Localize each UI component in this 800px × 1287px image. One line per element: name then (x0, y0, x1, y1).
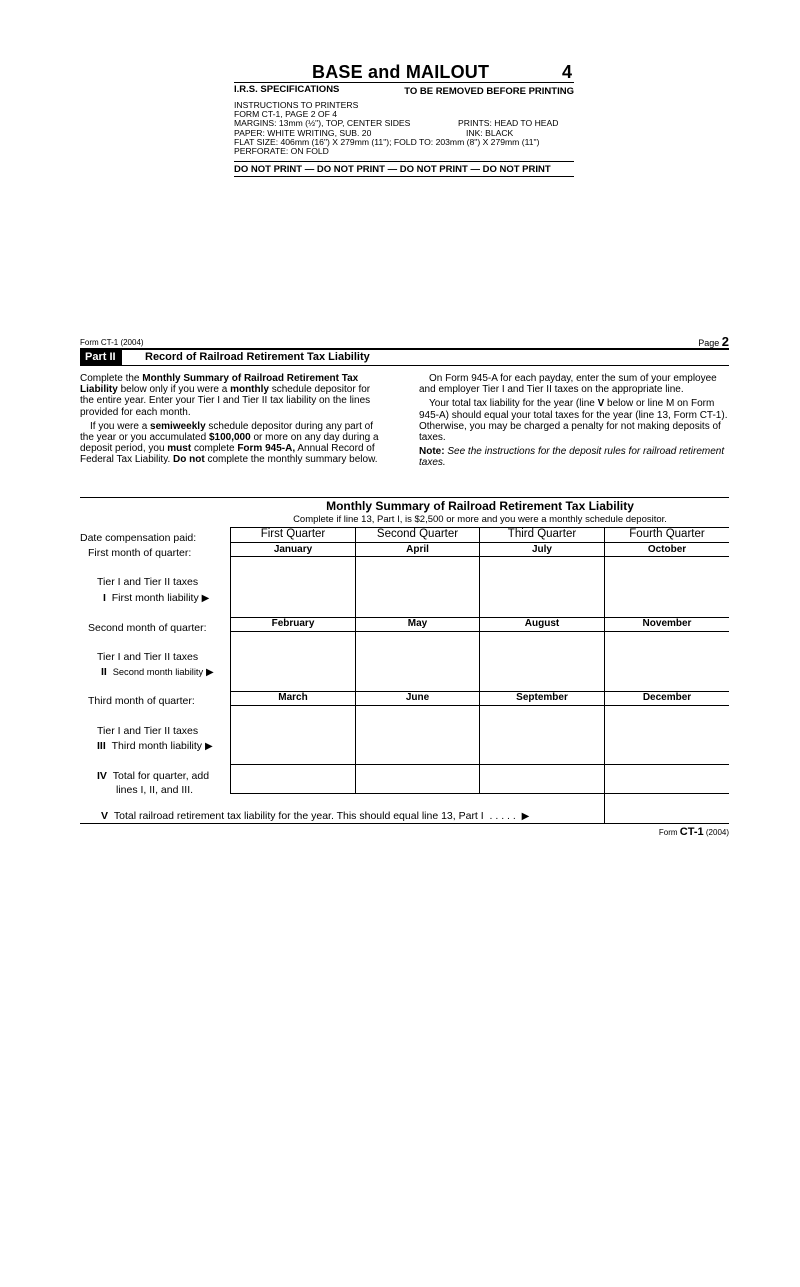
entry-cell-q4-third-month[interactable] (605, 706, 728, 763)
month-header: April (406, 544, 429, 555)
page-label: Page (698, 338, 720, 348)
first-month-label: First month of quarter: (88, 547, 192, 559)
instruction-paragraph: If you were a semiweekly schedule depositor during any part of the year or you accumulated $100,000 or more on any day during a deposit period, you must complete Form 945-A, Annual Record of Federal Tax Liability. Do not complete the monthly summary below. (80, 420, 379, 466)
footer-form-name: CT-1 (679, 826, 704, 838)
line-IV-label-cont: lines I, II, and III. (116, 784, 194, 796)
entry-cell-q3-third-month[interactable] (480, 706, 603, 763)
month-header: February (271, 618, 315, 629)
summary-subtitle: Complete if line 13, Part I, is $2,500 or more and you were a monthly schedule depositor. (293, 514, 667, 525)
quarter-header: Second Quarter (376, 528, 459, 540)
tier-taxes-label: Tier I and Tier II taxes (97, 725, 199, 737)
line-V-label: V Total railroad retirement tax liability for the year. This should equal line 13, Part I . . . . . ▶ (101, 810, 530, 822)
month-header: October (647, 544, 687, 555)
part-badge: Part II (80, 350, 122, 365)
entry-cell-q1-first-month[interactable] (231, 557, 354, 616)
spec-page-number: 4 (561, 62, 572, 82)
spec-remove-label: TO BE REMOVED BEFORE PRINTING (404, 86, 574, 97)
divider (80, 497, 729, 498)
arrow-icon: ▶ (206, 667, 214, 678)
entry-cell-q2-third-month[interactable] (356, 706, 478, 763)
divider (80, 348, 729, 350)
instruction-paragraph: Your total tax liability for the year (line V below or line M on Form 945-A) should equal your total taxes for the year (line 13, Form CT-1). Otherwise, you may be charged a penalty for not making deposits of taxes. (419, 398, 728, 444)
entry-cell-q3-first-month[interactable] (480, 557, 603, 616)
line-IV-label: IV Total for quarter, add (97, 770, 210, 782)
month-header: March (278, 692, 308, 703)
part-title: Record of Railroad Retirement Tax Liability (145, 351, 370, 363)
quarter-header: Third Quarter (507, 528, 577, 540)
spec-ink: INK: BLACK (466, 127, 514, 138)
entry-cell-q1-second-month[interactable] (231, 632, 354, 690)
entry-cell-q2-second-month[interactable] (356, 632, 478, 690)
entry-cell-year-total[interactable] (605, 794, 728, 822)
entry-cell-q4-first-month[interactable] (605, 557, 728, 616)
third-month-label: Third month of quarter: (88, 695, 195, 707)
entry-cell-q4-second-month[interactable] (605, 632, 728, 690)
entry-cell-q2-total[interactable] (356, 765, 478, 792)
month-header: December (642, 692, 692, 703)
line-I-label: I First month liability ▶ (103, 592, 210, 604)
spec-margins: MARGINS: 13mm (½"), TOP, CENTER SIDES (234, 118, 411, 129)
note: Note: See the instructions for the deposit rules for railroad retirement taxes. (419, 446, 725, 469)
summary-title: Monthly Summary of Railroad Retirement Tax Liability (326, 499, 634, 513)
entry-cell-q4-total[interactable] (605, 765, 728, 792)
form-page-header (80, 334, 729, 348)
page-indicator (698, 334, 729, 349)
grid-line (80, 823, 729, 824)
month-header: August (524, 618, 560, 629)
divider (80, 365, 729, 366)
line-III-label: III Third month liability ▶ (97, 740, 213, 752)
tier-taxes-label: Tier I and Tier II taxes (97, 576, 199, 588)
page-number: 2 (721, 334, 729, 349)
line-II-label: II Second month liability ▶ (101, 666, 214, 678)
quarter-header: First Quarter (260, 528, 326, 540)
spec-line: FLAT SIZE: 406mm (16") X 279mm (11"); FOLD TO: 203mm (8") X 279mm (11") (234, 136, 540, 147)
quarter-header: Fourth Quarter (629, 528, 705, 540)
month-header: June (405, 692, 430, 703)
spec-line: INSTRUCTIONS TO PRINTERS (234, 100, 359, 110)
entry-cell-q3-total[interactable] (480, 765, 603, 792)
do-not-print-banner: DO NOT PRINT — DO NOT PRINT — DO NOT PRINT — DO NOT PRINT (234, 161, 574, 176)
printer-spec-block (234, 62, 574, 177)
entry-cell-q1-third-month[interactable] (231, 706, 354, 763)
tier-taxes-label: Tier I and Tier II taxes (97, 651, 199, 663)
spec-title: BASE and MAILOUT (312, 62, 490, 82)
spec-line: PERFORATE: ON FOLD (234, 145, 329, 156)
arrow-icon: ▶ (201, 593, 210, 604)
instructions-left (80, 373, 386, 469)
instruction-paragraph: Complete the Monthly Summary of Railroad Retirement Tax Liability below only if you were a monthly schedule depositor for the entire year. Enter your Tier I and Tier II tax liability on the lines provided for each month. (80, 373, 371, 418)
footer-year: (2004) (705, 828, 729, 837)
spec-line: FORM CT-1, PAGE 2 OF 4 (234, 109, 337, 120)
month-header: November (642, 618, 692, 629)
month-header: July (531, 544, 552, 555)
instructions-right (419, 373, 729, 472)
date-compensation-label: Date compensation paid: (80, 532, 197, 544)
month-header: January (273, 544, 313, 555)
month-header: September (516, 692, 568, 703)
second-month-label: Second month of quarter: (88, 622, 207, 634)
form-id: Form CT-1 (2004) (80, 338, 144, 347)
spec-irs-label: I.R.S. SPECIFICATIONS (234, 84, 340, 95)
entry-cell-q1-total[interactable] (231, 765, 354, 792)
month-header: May (407, 618, 428, 629)
arrow-icon: ▶ (521, 811, 530, 822)
entry-cell-q3-second-month[interactable] (480, 632, 603, 690)
entry-cell-q2-first-month[interactable] (356, 557, 478, 616)
instruction-paragraph: On Form 945-A for each payday, enter the sum of your employee and employer Tier I and Tier II taxes on the appropriate line. (419, 373, 717, 396)
footer-form-word: Form (658, 828, 678, 837)
spec-prints: PRINTS: HEAD TO HEAD (458, 118, 559, 129)
spec-paper: PAPER: WHITE WRITING, SUB. 20 (234, 127, 372, 138)
form-footer (659, 826, 729, 838)
arrow-icon: ▶ (204, 741, 213, 752)
